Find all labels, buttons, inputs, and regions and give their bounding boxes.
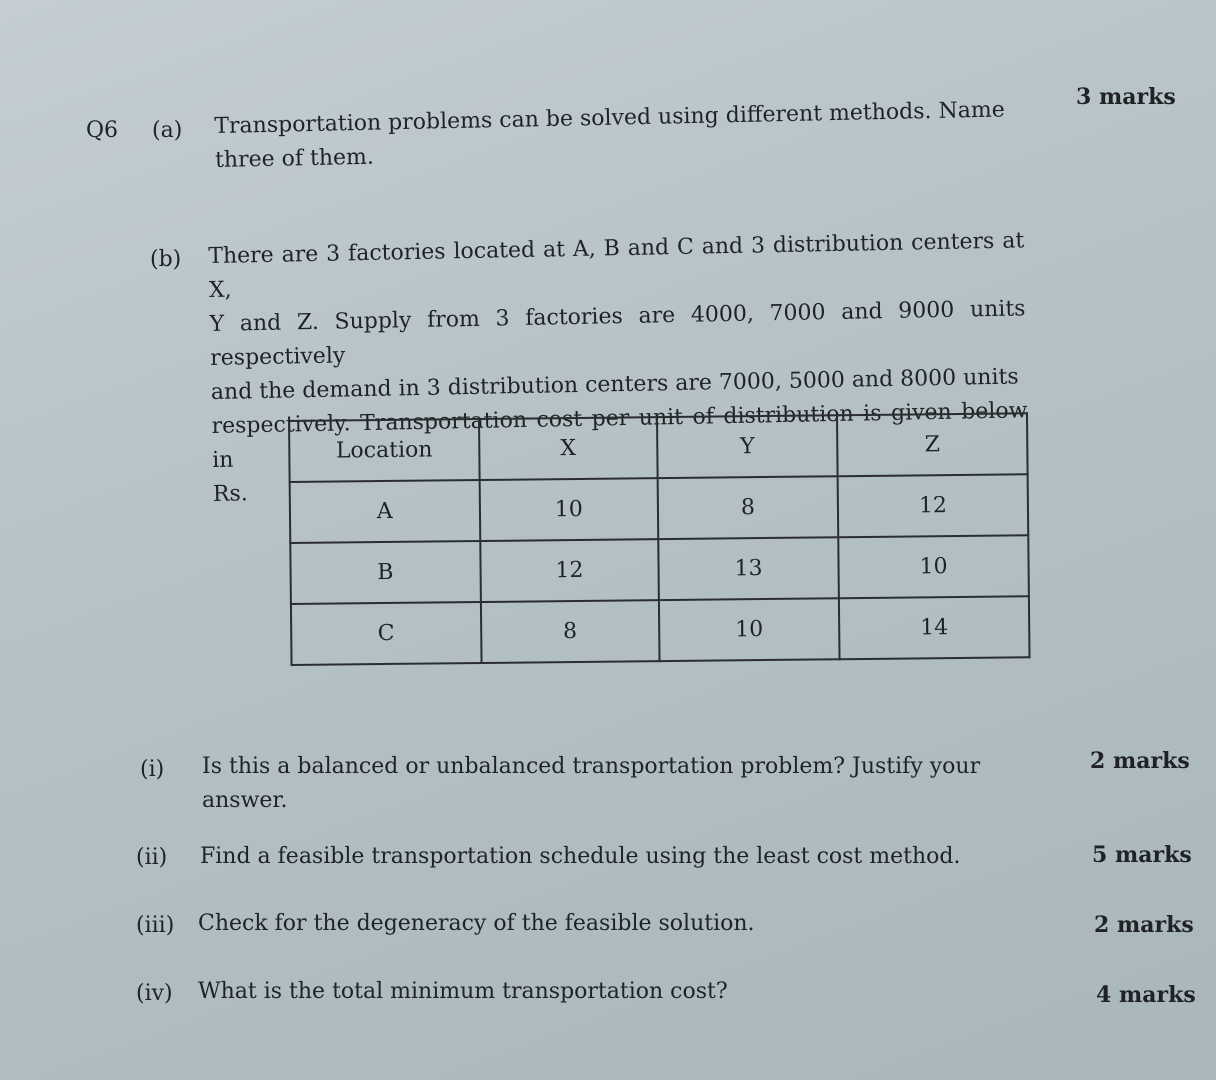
table-row <box>290 535 1029 604</box>
subpart-iii-marks: 2 marks <box>1094 912 1194 938</box>
table-header-cell: Y <box>657 415 838 478</box>
table-cell: 10 <box>838 535 1029 598</box>
part-b-line-4: respectively. Transportation cost per unit of distribution is given below in <box>211 398 1028 473</box>
subpart-i-text <box>202 750 982 818</box>
part-a-label: (a) <box>152 118 183 143</box>
subpart-iv-marks: 4 marks <box>1096 982 1196 1008</box>
table-header-cell: Z <box>837 413 1028 476</box>
part-b-label: (b) <box>150 247 182 272</box>
part-a-marks: 3 marks <box>1076 84 1176 110</box>
subpart-i-marks: 2 marks <box>1090 748 1190 774</box>
table-cell: 12 <box>838 474 1029 537</box>
table-cell: 10 <box>479 478 658 541</box>
part-b-line-2: Y and Z. Supply from 3 factories are 4000, 7000 and 9000 units respectively <box>209 296 1026 371</box>
table-cell: 8 <box>658 476 839 539</box>
part-a-line-2: three of them. <box>214 144 375 173</box>
table-cell: A <box>290 480 480 543</box>
cost-table <box>288 412 1031 666</box>
table-cell: 12 <box>480 539 659 602</box>
subpart-ii-marks: 5 marks <box>1092 842 1192 868</box>
part-b-line-5: Rs. <box>212 481 248 507</box>
part-a-text <box>214 93 1025 178</box>
subpart-iii-text: Check for the degeneracy of the feasible solution. <box>198 911 755 936</box>
table-cell: 14 <box>839 596 1030 659</box>
table-cell: B <box>290 541 480 604</box>
table-cell: 10 <box>659 598 840 661</box>
subpart-iv-text: What is the total minimum transportation cost? <box>198 979 728 1004</box>
table-row <box>291 596 1030 665</box>
table-header-row <box>289 413 1028 482</box>
question-number: Q6 <box>86 118 119 143</box>
table-header-cell: Location <box>289 419 479 482</box>
subpart-i-line-1: Is this a balanced or unbalanced transportation problem? Justify your <box>202 754 981 779</box>
subpart-iii-label: (iii) <box>136 913 175 938</box>
table-cell: C <box>291 602 481 665</box>
table-header-cell: X <box>479 417 658 480</box>
table-cell: 8 <box>481 600 660 663</box>
subpart-iv-label: (iv) <box>136 981 173 1006</box>
part-a-line-1: Transportation problems can be solved using different methods. Name <box>214 97 1005 139</box>
table-row <box>290 474 1029 543</box>
subpart-i-line-2: answer. <box>202 788 288 813</box>
subpart-i-label: (i) <box>140 757 165 782</box>
subpart-ii-text: Find a feasible transportation schedule using the least cost method. <box>200 844 961 869</box>
part-b-line-3: and the demand in 3 distribution centers are 7000, 5000 and 8000 units <box>210 364 1019 405</box>
table-cell: 13 <box>658 537 839 600</box>
subpart-ii-label: (ii) <box>136 845 168 870</box>
part-b-line-1: There are 3 factories located at A, B and C and 3 distribution centers at X, <box>208 228 1025 303</box>
